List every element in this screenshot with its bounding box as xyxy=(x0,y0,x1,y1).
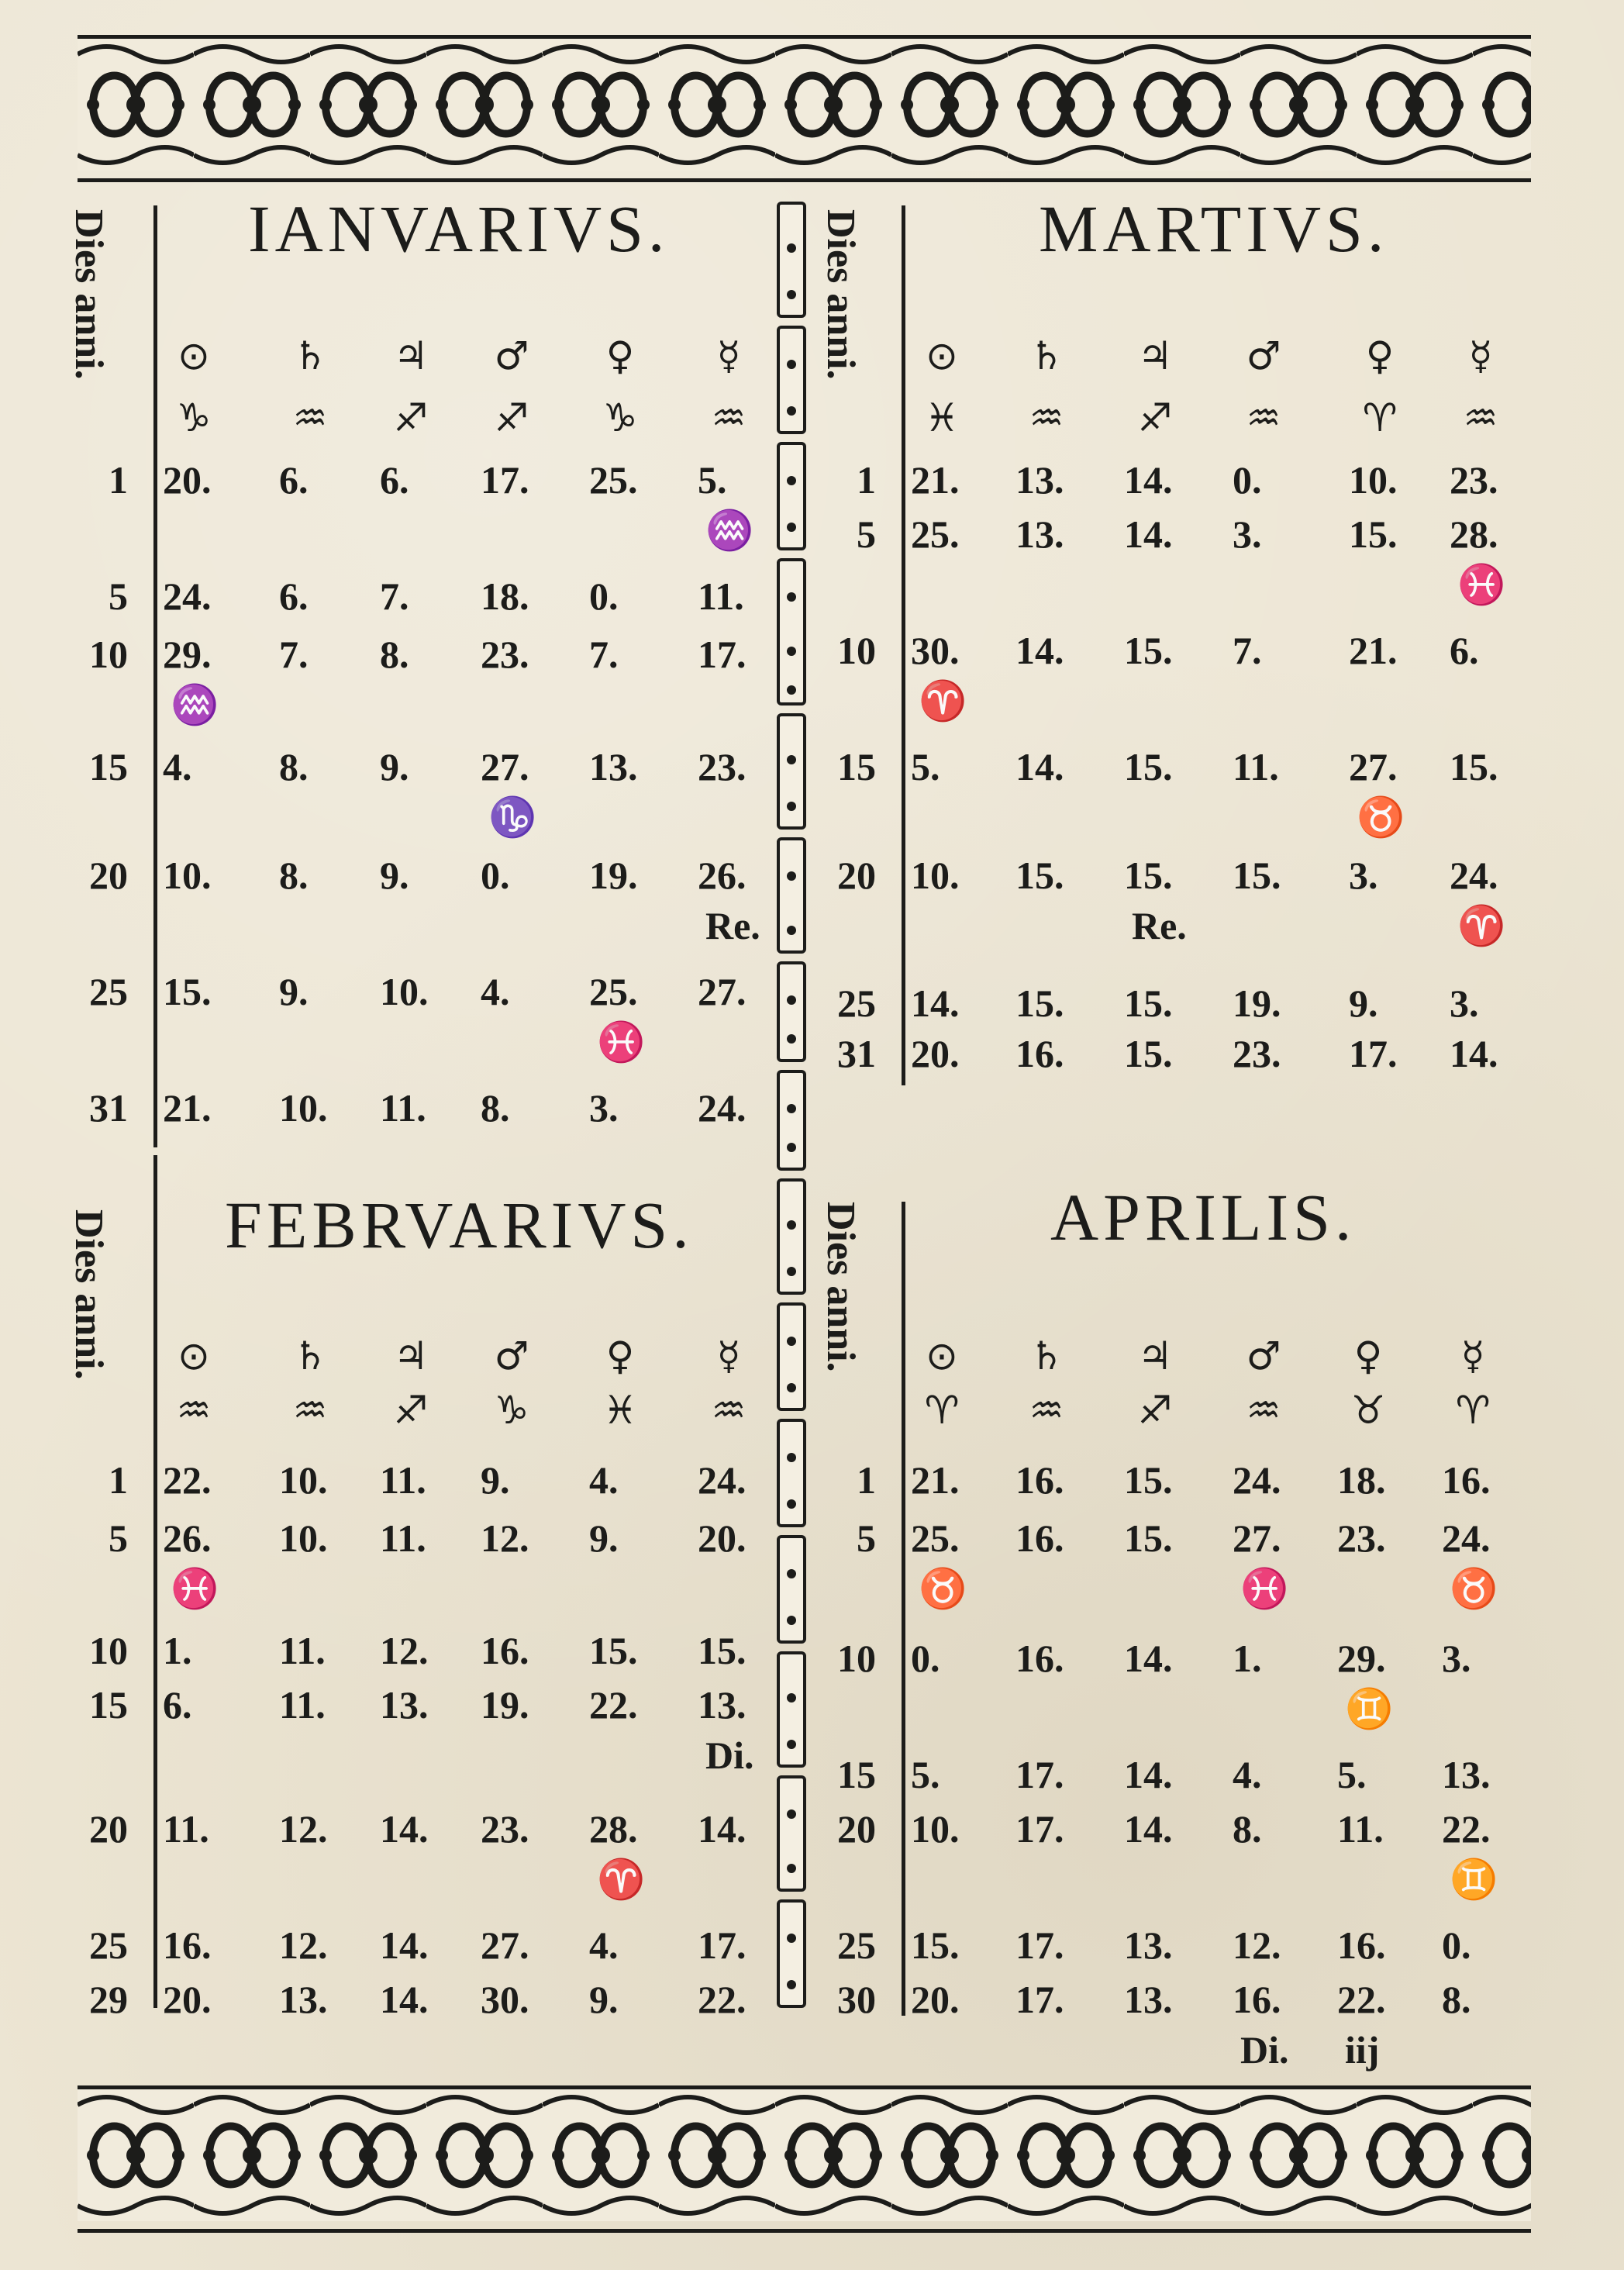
day-number-mar-2: 10 xyxy=(837,629,876,672)
sign-note-jan-1: ♒ xyxy=(171,683,219,726)
table-cell-feb-r2-c0: 1. xyxy=(163,1629,192,1672)
planet-symbol-feb-5: ☿ xyxy=(716,1333,741,1378)
sign-note-apr-6: iij xyxy=(1345,2028,1380,2072)
zodiac-sign-mar-0: ♓ xyxy=(924,395,960,440)
table-cell-mar-r1-c4: 15. xyxy=(1349,512,1398,556)
table-cell-jan-r2-c3: 23. xyxy=(481,633,529,676)
dies-anni-label-apr: Dies anni. xyxy=(819,1202,863,1372)
sign-note-mar-2: ♉ xyxy=(1357,795,1405,839)
planet-symbol-mar-4: ♀ xyxy=(1365,333,1395,378)
planet-symbol-apr-5: ☿ xyxy=(1460,1333,1485,1378)
zodiac-sign-jan-5: ♒ xyxy=(711,395,746,440)
table-cell-apr-r5-c0: 15. xyxy=(911,1923,960,1967)
table-cell-mar-r6-c4: 17. xyxy=(1349,1032,1398,1075)
table-cell-feb-r5-c1: 12. xyxy=(279,1923,328,1967)
table-cell-apr-r3-c0: 5. xyxy=(911,1753,940,1796)
planet-symbol-feb-1: ♄ xyxy=(292,1333,328,1378)
table-cell-jan-r5-c2: 10. xyxy=(380,970,429,1013)
sign-note-jan-3: Re. xyxy=(705,904,760,947)
table-cell-mar-r4-c4: 3. xyxy=(1349,854,1378,897)
table-cell-jan-r6-c0: 21. xyxy=(163,1086,212,1130)
table-cell-jan-r1-c2: 7. xyxy=(380,574,409,618)
table-cell-jan-r3-c3: 27. xyxy=(481,745,529,788)
planet-symbol-apr-0: ⊙ xyxy=(926,1333,958,1378)
table-cell-jan-r0-c4: 25. xyxy=(589,458,638,502)
zodiac-sign-apr-5: ♈ xyxy=(1455,1388,1491,1433)
table-cell-jan-r6-c1: 10. xyxy=(279,1086,328,1130)
day-number-apr-0: 1 xyxy=(857,1458,876,1502)
table-cell-jan-r2-c5: 17. xyxy=(698,633,746,676)
table-cell-feb-r6-c2: 14. xyxy=(380,1978,429,2021)
table-cell-feb-r6-c3: 30. xyxy=(481,1978,529,2021)
table-cell-jan-r1-c0: 24. xyxy=(163,574,212,618)
day-number-feb-3: 15 xyxy=(89,1683,128,1727)
planet-symbol-apr-2: ♃ xyxy=(1137,1333,1173,1378)
table-cell-mar-r6-c5: 14. xyxy=(1450,1032,1498,1075)
planet-symbol-mar-5: ☿ xyxy=(1468,333,1493,378)
table-cell-apr-r2-c2: 14. xyxy=(1124,1637,1173,1680)
table-cell-apr-r4-c5: 22. xyxy=(1442,1807,1491,1851)
table-cell-jan-r0-c0: 20. xyxy=(163,458,212,502)
zodiac-sign-jan-0: ♑ xyxy=(176,395,212,440)
table-cell-apr-r0-c2: 15. xyxy=(1124,1458,1173,1502)
table-cell-jan-r3-c2: 9. xyxy=(380,745,409,788)
ornamental-border-bottom xyxy=(78,2085,1531,2233)
zodiac-sign-feb-4: ♓ xyxy=(602,1388,638,1433)
day-number-apr-4: 20 xyxy=(837,1807,876,1851)
table-cell-jan-r4-c1: 8. xyxy=(279,854,309,897)
table-cell-mar-r5-c1: 15. xyxy=(1015,981,1064,1025)
day-number-mar-3: 15 xyxy=(837,745,876,788)
day-number-apr-3: 15 xyxy=(837,1753,876,1796)
table-cell-feb-r4-c0: 11. xyxy=(163,1807,209,1851)
table-cell-apr-r1-c1: 16. xyxy=(1015,1516,1064,1560)
table-cell-apr-r4-c2: 14. xyxy=(1124,1807,1173,1851)
table-cell-feb-r5-c5: 17. xyxy=(698,1923,746,1967)
table-cell-mar-r0-c1: 13. xyxy=(1015,458,1064,502)
zodiac-sign-apr-2: ♐ xyxy=(1137,1388,1173,1433)
planet-symbol-feb-0: ⊙ xyxy=(178,1333,210,1378)
table-cell-jan-r2-c0: 29. xyxy=(163,633,212,676)
table-cell-feb-r1-c0: 26. xyxy=(163,1516,212,1560)
sign-note-apr-2: ♉ xyxy=(1450,1567,1498,1610)
zodiac-sign-apr-3: ♒ xyxy=(1246,1388,1281,1433)
month-title-jan: IANVARIVS. xyxy=(248,191,670,266)
table-cell-apr-r3-c2: 14. xyxy=(1124,1753,1173,1796)
table-cell-mar-r4-c3: 15. xyxy=(1233,854,1281,897)
zodiac-sign-jan-2: ♐ xyxy=(393,395,429,440)
table-cell-apr-r4-c0: 10. xyxy=(911,1807,960,1851)
table-cell-feb-r4-c4: 28. xyxy=(589,1807,638,1851)
table-cell-mar-r0-c0: 21. xyxy=(911,458,960,502)
table-cell-mar-r0-c3: 0. xyxy=(1233,458,1262,502)
table-cell-jan-r4-c2: 9. xyxy=(380,854,409,897)
table-cell-apr-r1-c3: 27. xyxy=(1233,1516,1281,1560)
planet-symbol-feb-3: ♂ xyxy=(494,1333,529,1378)
table-cell-feb-r3-c1: 11. xyxy=(279,1683,326,1727)
table-cell-apr-r3-c1: 17. xyxy=(1015,1753,1064,1796)
day-number-feb-2: 10 xyxy=(89,1629,128,1672)
table-cell-feb-r5-c3: 27. xyxy=(481,1923,529,1967)
day-number-apr-2: 10 xyxy=(837,1637,876,1680)
sign-note-apr-3: ♊ xyxy=(1345,1687,1394,1730)
table-cell-mar-r2-c4: 21. xyxy=(1349,629,1398,672)
day-number-feb-4: 20 xyxy=(89,1807,128,1851)
sign-note-mar-4: ♈ xyxy=(1457,904,1506,947)
table-cell-mar-r1-c1: 13. xyxy=(1015,512,1064,556)
table-cell-apr-r5-c4: 16. xyxy=(1337,1923,1386,1967)
table-cell-jan-r6-c5: 24. xyxy=(698,1086,746,1130)
table-cell-mar-r3-c4: 27. xyxy=(1349,745,1398,788)
zodiac-sign-jan-1: ♒ xyxy=(292,395,328,440)
table-cell-feb-r0-c4: 4. xyxy=(589,1458,619,1502)
day-number-jan-6: 31 xyxy=(89,1086,128,1130)
table-cell-apr-r3-c4: 5. xyxy=(1337,1753,1367,1796)
table-cell-mar-r0-c5: 23. xyxy=(1450,458,1498,502)
zodiac-sign-mar-1: ♒ xyxy=(1029,395,1064,440)
table-cell-apr-r0-c5: 16. xyxy=(1442,1458,1491,1502)
planet-symbol-feb-2: ♃ xyxy=(393,1333,429,1378)
zodiac-sign-feb-2: ♐ xyxy=(393,1388,429,1433)
table-cell-mar-r2-c2: 15. xyxy=(1124,629,1173,672)
dies-anni-label-mar: Dies anni. xyxy=(819,209,863,380)
table-cell-feb-r1-c1: 10. xyxy=(279,1516,328,1560)
rule-left-apr xyxy=(902,1202,905,2016)
table-cell-apr-r1-c0: 25. xyxy=(911,1516,960,1560)
planet-symbol-mar-2: ♃ xyxy=(1137,333,1173,378)
table-cell-apr-r6-c2: 13. xyxy=(1124,1978,1173,2021)
table-cell-apr-r4-c4: 11. xyxy=(1337,1807,1384,1851)
table-cell-apr-r2-c1: 16. xyxy=(1015,1637,1064,1680)
table-cell-apr-r2-c5: 3. xyxy=(1442,1637,1471,1680)
table-cell-jan-r1-c1: 6. xyxy=(279,574,309,618)
day-number-mar-6: 31 xyxy=(837,1032,876,1075)
day-number-jan-0: 1 xyxy=(109,458,128,502)
table-cell-feb-r0-c2: 11. xyxy=(380,1458,426,1502)
table-cell-apr-r0-c0: 21. xyxy=(911,1458,960,1502)
table-cell-jan-r4-c3: 0. xyxy=(481,854,510,897)
table-cell-jan-r6-c3: 8. xyxy=(481,1086,510,1130)
table-cell-mar-r3-c2: 15. xyxy=(1124,745,1173,788)
table-cell-apr-r2-c3: 1. xyxy=(1233,1637,1262,1680)
table-cell-jan-r4-c4: 19. xyxy=(589,854,638,897)
day-number-feb-5: 25 xyxy=(89,1923,128,1967)
day-number-feb-1: 5 xyxy=(109,1516,128,1560)
month-title-mar: MARTIVS. xyxy=(1039,191,1389,266)
table-cell-feb-r6-c5: 22. xyxy=(698,1978,746,2021)
table-cell-mar-r3-c0: 5. xyxy=(911,745,940,788)
table-cell-jan-r1-c5: 11. xyxy=(698,574,744,618)
table-cell-jan-r1-c4: 0. xyxy=(589,574,619,618)
sign-note-apr-4: ♊ xyxy=(1450,1858,1498,1901)
planet-symbol-feb-4: ♀ xyxy=(605,1333,635,1378)
month-title-apr: APRILIS. xyxy=(1050,1180,1357,1254)
sign-note-jan-2: ♑ xyxy=(488,795,537,839)
day-number-mar-4: 20 xyxy=(837,854,876,897)
planet-symbol-apr-1: ♄ xyxy=(1029,1333,1064,1378)
zodiac-sign-feb-3: ♑ xyxy=(494,1388,529,1433)
table-cell-jan-r1-c3: 18. xyxy=(481,574,529,618)
table-cell-feb-r1-c2: 11. xyxy=(380,1516,426,1560)
table-cell-feb-r2-c1: 11. xyxy=(279,1629,326,1672)
day-number-mar-5: 25 xyxy=(837,981,876,1025)
table-cell-jan-r2-c4: 7. xyxy=(589,633,619,676)
table-cell-apr-r6-c3: 16. xyxy=(1233,1978,1281,2021)
table-cell-feb-r2-c4: 15. xyxy=(589,1629,638,1672)
table-cell-feb-r2-c3: 16. xyxy=(481,1629,529,1672)
table-cell-apr-r5-c3: 12. xyxy=(1233,1923,1281,1967)
table-cell-jan-r5-c1: 9. xyxy=(279,970,309,1013)
zodiac-sign-feb-5: ♒ xyxy=(711,1388,746,1433)
sign-note-feb-2: ♈ xyxy=(597,1858,646,1901)
table-cell-mar-r4-c5: 24. xyxy=(1450,854,1498,897)
zodiac-sign-apr-0: ♈ xyxy=(924,1388,960,1433)
sign-note-apr-0: ♉ xyxy=(919,1567,967,1610)
table-cell-feb-r6-c1: 13. xyxy=(279,1978,328,2021)
table-cell-feb-r5-c0: 16. xyxy=(163,1923,212,1967)
table-cell-feb-r3-c3: 19. xyxy=(481,1683,529,1727)
table-cell-apr-r0-c1: 16. xyxy=(1015,1458,1064,1502)
table-cell-feb-r0-c0: 22. xyxy=(163,1458,212,1502)
table-cell-apr-r1-c4: 23. xyxy=(1337,1516,1386,1560)
table-cell-feb-r3-c4: 22. xyxy=(589,1683,638,1727)
table-cell-jan-r5-c0: 15. xyxy=(163,970,212,1013)
table-cell-apr-r3-c3: 4. xyxy=(1233,1753,1262,1796)
day-number-feb-0: 1 xyxy=(109,1458,128,1502)
day-number-apr-6: 30 xyxy=(837,1978,876,2021)
table-cell-feb-r6-c0: 20. xyxy=(163,1978,212,2021)
table-cell-feb-r4-c2: 14. xyxy=(380,1807,429,1851)
table-cell-feb-r2-c5: 15. xyxy=(698,1629,746,1672)
planet-symbol-apr-4: ♀ xyxy=(1353,1333,1383,1378)
zodiac-sign-feb-0: ♒ xyxy=(176,1388,212,1433)
zodiac-sign-apr-1: ♒ xyxy=(1029,1388,1064,1433)
table-cell-feb-r4-c1: 12. xyxy=(279,1807,328,1851)
table-cell-jan-r6-c2: 11. xyxy=(380,1086,426,1130)
table-cell-apr-r6-c5: 8. xyxy=(1442,1978,1471,2021)
table-cell-jan-r5-c3: 4. xyxy=(481,970,510,1013)
table-cell-apr-r5-c1: 17. xyxy=(1015,1923,1064,1967)
sign-note-mar-0: ♓ xyxy=(1457,563,1506,606)
table-cell-apr-r5-c5: 0. xyxy=(1442,1923,1471,1967)
day-number-apr-1: 5 xyxy=(857,1516,876,1560)
rule-left-jan xyxy=(153,205,157,1147)
sign-note-mar-1: ♈ xyxy=(919,679,967,723)
table-cell-mar-r3-c5: 15. xyxy=(1450,745,1498,788)
zodiac-sign-mar-2: ♐ xyxy=(1137,395,1173,440)
planet-symbol-jan-5: ☿ xyxy=(716,333,741,378)
table-cell-apr-r0-c3: 24. xyxy=(1233,1458,1281,1502)
table-cell-jan-r5-c4: 25. xyxy=(589,970,638,1013)
table-cell-mar-r6-c0: 20. xyxy=(911,1032,960,1075)
table-cell-jan-r3-c0: 4. xyxy=(163,745,192,788)
table-cell-feb-r5-c2: 14. xyxy=(380,1923,429,1967)
planet-symbol-mar-0: ⊙ xyxy=(926,333,958,378)
table-cell-feb-r5-c4: 4. xyxy=(589,1923,619,1967)
planet-symbol-jan-4: ♀ xyxy=(605,333,635,378)
table-cell-jan-r0-c1: 6. xyxy=(279,458,309,502)
day-number-apr-5: 25 xyxy=(837,1923,876,1967)
table-cell-feb-r3-c0: 6. xyxy=(163,1683,192,1727)
table-cell-jan-r3-c4: 13. xyxy=(589,745,638,788)
table-cell-mar-r2-c0: 30. xyxy=(911,629,960,672)
table-cell-apr-r6-c1: 17. xyxy=(1015,1978,1064,2021)
table-cell-feb-r0-c1: 10. xyxy=(279,1458,328,1502)
day-number-jan-1: 5 xyxy=(109,574,128,618)
sign-note-feb-0: ♓ xyxy=(171,1567,219,1610)
table-cell-jan-r3-c5: 23. xyxy=(698,745,746,788)
table-cell-feb-r0-c3: 9. xyxy=(481,1458,510,1502)
rule-left-feb xyxy=(153,1155,157,2008)
table-cell-mar-r5-c4: 9. xyxy=(1349,981,1378,1025)
table-cell-mar-r1-c5: 28. xyxy=(1450,512,1498,556)
month-title-feb: FEBRVARIVS. xyxy=(225,1188,694,1262)
table-cell-jan-r5-c5: 27. xyxy=(698,970,746,1013)
day-number-jan-3: 15 xyxy=(89,745,128,788)
zodiac-sign-mar-3: ♒ xyxy=(1246,395,1281,440)
table-cell-feb-r4-c5: 14. xyxy=(698,1807,746,1851)
table-cell-apr-r2-c4: 29. xyxy=(1337,1637,1386,1680)
table-cell-apr-r3-c5: 13. xyxy=(1442,1753,1491,1796)
planet-symbol-mar-3: ♂ xyxy=(1246,333,1281,378)
dies-anni-label-feb: Dies anni. xyxy=(67,1209,111,1380)
sign-note-apr-5: Di. xyxy=(1240,2028,1289,2072)
table-cell-jan-r0-c2: 6. xyxy=(380,458,409,502)
sign-note-jan-4: ♓ xyxy=(597,1020,646,1064)
table-cell-jan-r4-c0: 10. xyxy=(163,854,212,897)
table-cell-feb-r2-c2: 12. xyxy=(380,1629,429,1672)
table-cell-mar-r4-c0: 10. xyxy=(911,854,960,897)
table-cell-mar-r1-c3: 3. xyxy=(1233,512,1262,556)
table-cell-apr-r1-c5: 24. xyxy=(1442,1516,1491,1560)
planet-symbol-jan-0: ⊙ xyxy=(178,333,210,378)
table-cell-mar-r2-c3: 7. xyxy=(1233,629,1262,672)
table-cell-mar-r1-c0: 25. xyxy=(911,512,960,556)
table-cell-apr-r6-c4: 22. xyxy=(1337,1978,1386,2021)
table-cell-feb-r0-c5: 24. xyxy=(698,1458,746,1502)
table-cell-apr-r0-c4: 18. xyxy=(1337,1458,1386,1502)
table-cell-mar-r6-c3: 23. xyxy=(1233,1032,1281,1075)
table-cell-apr-r6-c0: 20. xyxy=(911,1978,960,2021)
planet-symbol-mar-1: ♄ xyxy=(1029,333,1064,378)
day-number-mar-1: 5 xyxy=(857,512,876,556)
ornamental-border-top xyxy=(78,35,1531,182)
planet-symbol-jan-1: ♄ xyxy=(292,333,328,378)
table-cell-feb-r4-c3: 23. xyxy=(481,1807,529,1851)
table-cell-apr-r4-c1: 17. xyxy=(1015,1807,1064,1851)
table-cell-feb-r3-c5: 13. xyxy=(698,1683,746,1727)
table-cell-feb-r1-c5: 20. xyxy=(698,1516,746,1560)
table-cell-mar-r5-c0: 14. xyxy=(911,981,960,1025)
zodiac-sign-feb-1: ♒ xyxy=(292,1388,328,1433)
table-cell-jan-r0-c3: 17. xyxy=(481,458,529,502)
rule-left-mar xyxy=(902,205,905,1085)
day-number-feb-6: 29 xyxy=(89,1978,128,2021)
day-number-mar-0: 1 xyxy=(857,458,876,502)
table-cell-feb-r1-c4: 9. xyxy=(589,1516,619,1560)
table-cell-mar-r2-c1: 14. xyxy=(1015,629,1064,672)
table-cell-jan-r2-c1: 7. xyxy=(279,633,309,676)
dies-anni-label-jan: Dies anni. xyxy=(67,209,111,380)
day-number-jan-2: 10 xyxy=(89,633,128,676)
planet-symbol-jan-3: ♂ xyxy=(494,333,529,378)
zodiac-sign-jan-4: ♑ xyxy=(602,395,638,440)
table-cell-mar-r0-c2: 14. xyxy=(1124,458,1173,502)
day-number-jan-4: 20 xyxy=(89,854,128,897)
zodiac-sign-mar-5: ♒ xyxy=(1463,395,1498,440)
planet-symbol-jan-2: ♃ xyxy=(393,333,429,378)
table-cell-jan-r4-c5: 26. xyxy=(698,854,746,897)
table-cell-mar-r4-c2: 15. xyxy=(1124,854,1173,897)
table-cell-feb-r3-c2: 13. xyxy=(380,1683,429,1727)
sign-note-feb-1: Di. xyxy=(705,1734,754,1777)
table-cell-mar-r6-c2: 15. xyxy=(1124,1032,1173,1075)
planet-symbol-apr-3: ♂ xyxy=(1246,1333,1281,1378)
table-cell-mar-r0-c4: 10. xyxy=(1349,458,1398,502)
table-cell-jan-r0-c5: 5. xyxy=(698,458,727,502)
table-cell-feb-r6-c4: 9. xyxy=(589,1978,619,2021)
table-cell-mar-r4-c1: 15. xyxy=(1015,854,1064,897)
table-cell-feb-r1-c3: 12. xyxy=(481,1516,529,1560)
zodiac-sign-mar-4: ♈ xyxy=(1362,395,1398,440)
table-cell-mar-r1-c2: 14. xyxy=(1124,512,1173,556)
table-cell-mar-r2-c5: 6. xyxy=(1450,629,1479,672)
table-cell-mar-r6-c1: 16. xyxy=(1015,1032,1064,1075)
sign-note-mar-3: Re. xyxy=(1132,904,1187,947)
sign-note-jan-0: ♒ xyxy=(705,509,754,552)
table-cell-apr-r5-c2: 13. xyxy=(1124,1923,1173,1967)
table-cell-apr-r2-c0: 0. xyxy=(911,1637,940,1680)
table-cell-jan-r2-c2: 8. xyxy=(380,633,409,676)
table-cell-jan-r6-c4: 3. xyxy=(589,1086,619,1130)
table-cell-mar-r5-c2: 15. xyxy=(1124,981,1173,1025)
table-cell-mar-r3-c1: 14. xyxy=(1015,745,1064,788)
table-cell-mar-r5-c5: 3. xyxy=(1450,981,1479,1025)
table-cell-apr-r1-c2: 15. xyxy=(1124,1516,1173,1560)
table-cell-jan-r3-c1: 8. xyxy=(279,745,309,788)
zodiac-sign-jan-3: ♐ xyxy=(494,395,529,440)
table-cell-mar-r5-c3: 19. xyxy=(1233,981,1281,1025)
sign-note-apr-1: ♓ xyxy=(1240,1567,1289,1610)
zodiac-sign-apr-4: ♉ xyxy=(1350,1388,1386,1433)
table-cell-apr-r4-c3: 8. xyxy=(1233,1807,1262,1851)
table-cell-mar-r3-c3: 11. xyxy=(1233,745,1279,788)
day-number-jan-5: 25 xyxy=(89,970,128,1013)
